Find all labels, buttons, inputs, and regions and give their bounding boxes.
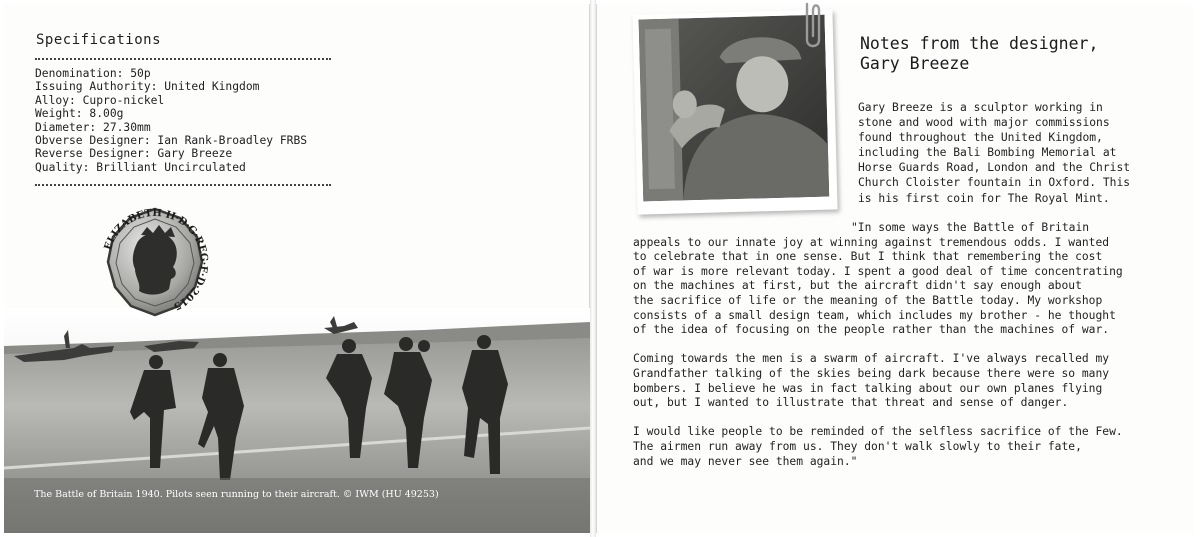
coin-inscription-path: ELIZABETH II·D·G·REG·F·D·2015 [102,207,210,312]
specifications-list [35,67,307,174]
notes-title-line-1: Notes from the designer, [860,34,1099,53]
quote-line: "In some ways the Battle of Britain [851,221,1090,234]
spec-weight: Weight: 8.00g [35,107,124,121]
spec-diameter: Diameter: 27.30mm [35,120,151,134]
dotted-divider-top [35,58,331,60]
quote-paragraph-1 [633,221,1123,338]
fifty-pence-coin [93,200,217,324]
spec-obverse-designer: Obverse Designer: Ian Rank-Broadley FRBS [35,134,308,148]
quote-line: Grandfather talking of the skies being dark because there were so many [633,366,1110,380]
quote-paragraph-2 [633,352,1123,410]
spec-denomination: Denomination: 50p [35,67,151,80]
dotted-divider-bottom [35,184,331,186]
spec-reverse-designer: Reverse Designer: Gary Breeze [35,147,233,161]
quote-line: the sacrifice of life or the meaning of the Battle today. My workshop [633,293,1103,307]
spec-alloy: Alloy: Cupro-nickel [35,93,165,107]
notes-title-line-2: Gary Breeze [860,54,970,73]
quote-line: bombers. I believe he was in fact talking about our own planes flying [633,381,1103,395]
quote-line: out, but I wanted to illustrate that threat and sense of danger. [633,396,1069,410]
bio-line: found throughout the United Kingdom, [858,131,1103,145]
spec-quality: Quality: Brilliant Uncirculated [35,160,246,174]
bio-line: Church Cloister fountain in Oxford. This [858,176,1131,190]
quote-line: to celebrate that in one sense. But I think that remembering the cost [633,250,1103,264]
quote-line: of war is more relevant today. I spent a good deal of time concentrating [633,264,1123,278]
quote-line: appeals to our innate joy at winning against tremendous odds. I wanted [633,235,1110,249]
paperclip-icon [799,0,827,52]
specifications-title: Specifications [36,32,162,48]
quote-line: Coming towards the men is a swarm of aircraft. I've always recalled my [633,352,1110,366]
quote-line: consists of a small design team, which includes my brother - he thought [633,308,1116,322]
photo-caption: The Battle of Britain 1940. Pilots seen running to their aircraft. © IWM (HU 49253) [34,489,439,500]
quote-line: I would like people to be reminded of the selfless sacrifice of the Few. [633,425,1123,439]
bio-line: Horse Guards Road, London and the Christ [858,161,1131,175]
quote-line: on the machines at first, but the aircraft didn't say enough about [633,279,1082,293]
bio-line: stone and wood with major commissions [858,116,1110,130]
quote-paragraph-3 [633,425,1123,469]
bio-line: Gary Breeze is a sculptor working in [858,101,1103,114]
spec-issuing-authority: Issuing Authority: United Kingdom [35,80,260,94]
designer-quote [633,221,1123,484]
bio-line: including the Bali Bombing Memorial at [858,146,1117,160]
bio-line: is his first coin for The Royal Mint. [858,191,1110,205]
notes-title [860,34,1098,74]
quote-line: and we may never see them again." [633,454,858,468]
designer-bio [858,100,1130,206]
left-page [4,4,590,533]
quote-line: The airmen run away from us. They don't walk slowly to their fate, [633,439,1082,453]
quote-line: of the idea of focusing on the people rather than the machines of war. [633,323,1110,337]
